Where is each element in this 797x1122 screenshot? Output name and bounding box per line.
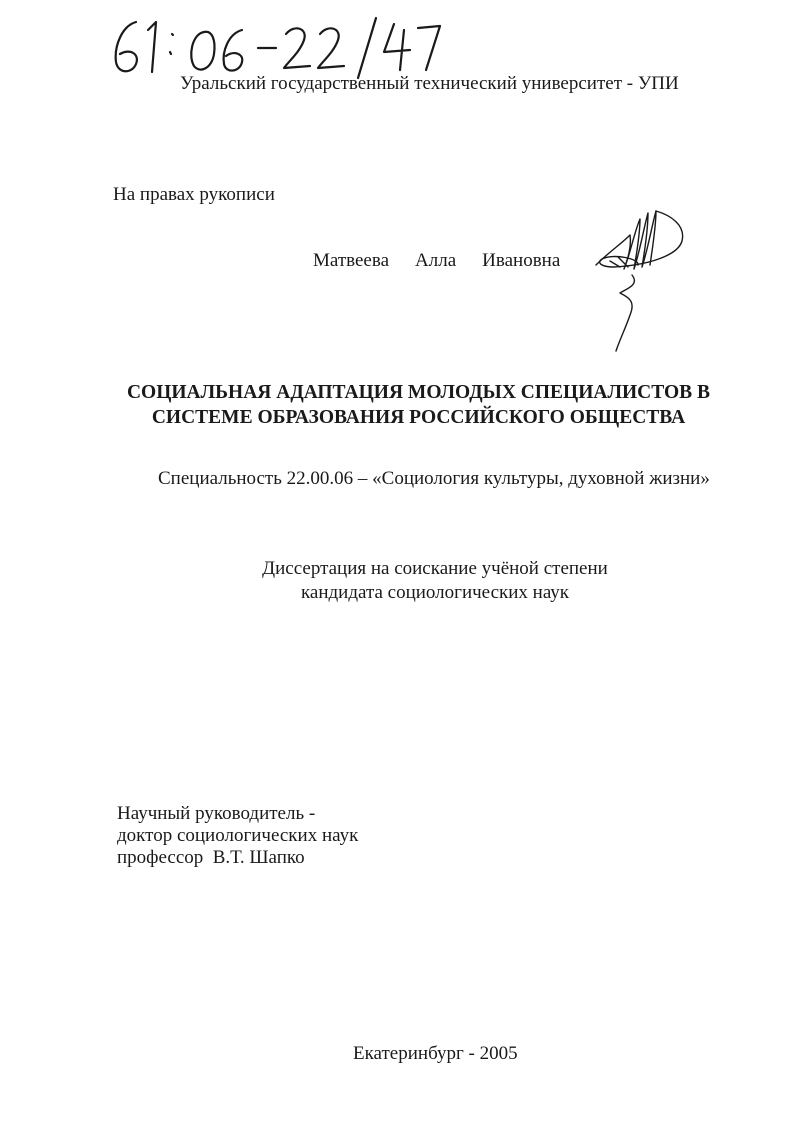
scientific-supervisor xyxy=(117,803,358,869)
supervisor-line-2: доктор социологических наук xyxy=(117,825,359,846)
author-patronymic: Ивановна xyxy=(482,250,561,271)
degree-line-1: Диссертация на соискание учёной степени xyxy=(262,558,608,579)
author-name xyxy=(313,250,560,272)
author-signature xyxy=(590,205,700,355)
supervisor-line-3: профессор В.Т. Шапко xyxy=(117,847,305,868)
author-last-name: Матвеева xyxy=(313,250,390,271)
title-line-1: СОЦИАЛЬНАЯ АДАПТАЦИЯ МОЛОДЫХ СПЕЦИАЛИСТОВ В xyxy=(126,382,711,403)
degree-statement xyxy=(0,557,797,605)
university-name: Уральский государственный технический университет - УПИ xyxy=(180,73,679,94)
specialty-line: Специальность 22.00.06 – «Социология культуры, духовной жизни» xyxy=(158,468,710,489)
degree-line-2: кандидата социологических наук xyxy=(300,582,570,603)
dissertation-title xyxy=(0,380,797,430)
author-first-name: Алла xyxy=(415,250,457,271)
title-line-2: СИСТЕМЕ ОБРАЗОВАНИЯ РОССИЙСКОГО ОБЩЕСТВА xyxy=(151,407,686,428)
supervisor-line-1: Научный руководитель - xyxy=(117,803,316,824)
manuscript-rights-label: На правах рукописи xyxy=(113,184,275,205)
handwritten-archive-number xyxy=(108,12,448,82)
place-and-year: Екатеринбург - 2005 xyxy=(353,1043,518,1064)
